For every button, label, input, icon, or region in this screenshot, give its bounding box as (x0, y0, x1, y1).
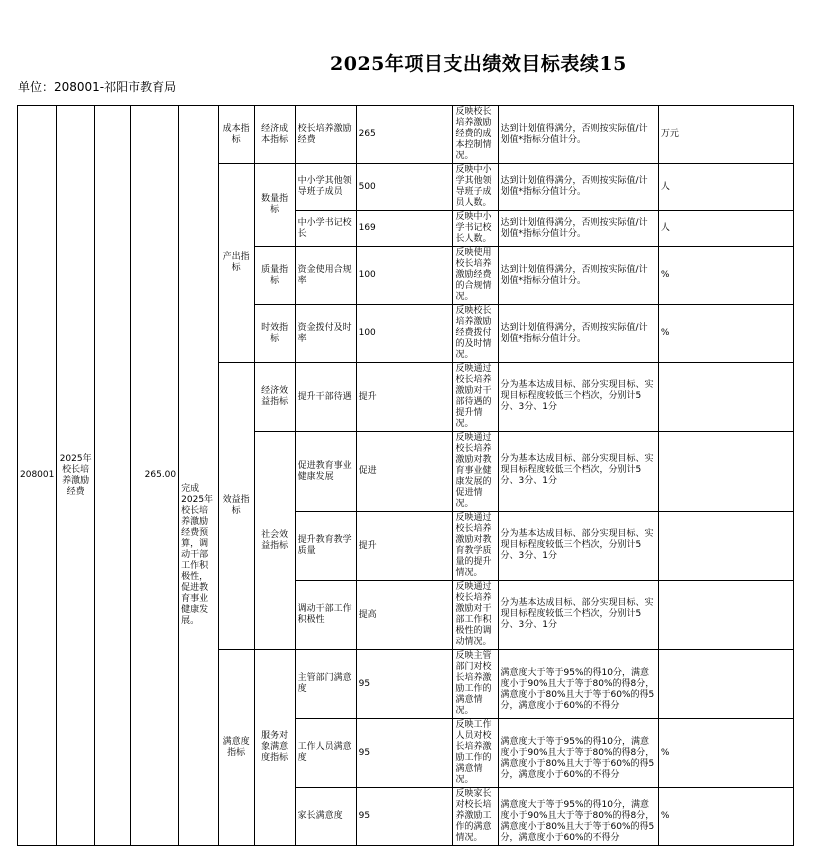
indicator-level3: 提升教育教学质量 (295, 512, 356, 581)
indicator-value: 265 (356, 106, 453, 164)
project-code: 208001 (18, 106, 57, 846)
rule-text: 分为基本达成目标、部分实现目标、实现目标程度较低三个档次，分别计5分、3分、1分 (500, 528, 654, 561)
indicator-desc: 反映使用校长培养激励经费的合规情况。 (453, 247, 498, 305)
indicator-value: 95 (356, 788, 453, 846)
indicator-desc: 反映中小学其他领导班子成员人数。 (453, 164, 498, 211)
indicator-rule (498, 650, 658, 719)
indicator-rule: 达到计划值得满分，否则按实际值/计划值*指标分值计分。 (498, 305, 658, 363)
indicator-value: 提高 (356, 581, 453, 650)
indicator-level2: 经济成本指标 (254, 106, 295, 164)
indicator-level2: 服务对象满意度指标 (254, 650, 295, 846)
indicator-level3: 促进教育事业健康发展 (295, 432, 356, 512)
rule-text: 满意度大于等于95%的得10分，满意度小于90%且大于等于80%的得8分，满意度小于80%且大于等于60%的得5分，满意度小于60%的不得分 (500, 667, 655, 711)
indicator-level3: 校长培养激励经费 (295, 106, 356, 164)
indicator-desc: 反映主管部门对校长培养激励工作的满意情况。 (453, 650, 498, 719)
project-amount: 265.00 (130, 106, 178, 846)
indicator-desc: 反映校长培养激励经费的成本控制情况。 (453, 106, 498, 164)
indicator-rule (498, 788, 658, 846)
indicator-level3: 资金拨付及时率 (295, 305, 356, 363)
indicator-level3: 调动干部工作积极性 (295, 581, 356, 650)
indicator-desc: 反映家长对校长培养激励工作的满意情况。 (453, 788, 498, 846)
rule-text: 分为基本达成目标、部分实现目标、实现目标程度较低三个档次，分别计5分、3分、1分 (500, 597, 654, 630)
indicator-value: 169 (356, 211, 453, 247)
indicator-level3: 主管部门满意度 (295, 650, 356, 719)
indicator-level2: 经济效益指标 (254, 363, 295, 432)
indicator-level1: 满意度指标 (218, 650, 254, 846)
indicator-level2: 时效指标 (254, 305, 295, 363)
indicator-level3: 工作人员满意度 (295, 719, 356, 788)
indicator-rule: 达到计划值得满分，否则按实际值/计划值*指标分值计分。 (498, 164, 658, 211)
indicator-rule (498, 432, 658, 512)
indicator-rule (498, 512, 658, 581)
indicator-rule: 达到计划值得满分，否则按实际值/计划值*指标分值计分。 (498, 211, 658, 247)
indicator-desc: 反映通过校长培养激励对干部工作积极性的调动情况。 (453, 581, 498, 650)
indicator-rule (498, 581, 658, 650)
indicator-value: 促进 (356, 432, 453, 512)
indicator-level2: 质量指标 (254, 247, 295, 305)
unit-label: 单位：208001-祁阳市教育局 (18, 80, 177, 94)
rule-text: 满意度大于等于95%的得10分，满意度小于90%且大于等于80%的得8分，满意度小于80%且大于等于60%的得5分，满意度小于60%的不得分 (500, 736, 655, 780)
indicator-rule: 达到计划值得满分，否则按实际值/计划值*指标分值计分。 (498, 106, 658, 164)
indicator-value: 提升 (356, 363, 453, 432)
indicator-level3: 中小学书记校长 (295, 211, 356, 247)
indicator-unit: 人 (658, 211, 793, 247)
indicator-level1: 成本指标 (218, 106, 254, 164)
indicator-unit (658, 650, 793, 719)
indicator-level3: 中小学其他领导班子成员 (295, 164, 356, 211)
page-title: 2025年项目支出绩效目标表续15 (330, 53, 627, 75)
indicator-value: 提升 (356, 512, 453, 581)
table-row (18, 106, 816, 164)
indicator-level2: 数量指标 (254, 164, 295, 247)
indicator-unit: % (658, 305, 793, 363)
indicator-level1: 效益指标 (218, 363, 254, 650)
indicator-unit: % (658, 788, 793, 846)
indicator-rule (498, 719, 658, 788)
indicator-desc: 反映中小学书记校长人数。 (453, 211, 498, 247)
indicator-unit (658, 432, 793, 512)
indicator-rule: 达到计划值得满分，否则按实际值/计划值*指标分值计分。 (498, 247, 658, 305)
indicator-value: 500 (356, 164, 453, 211)
indicator-desc: 反映通过校长培养激励对教育事业健康发展的促进情况。 (453, 432, 498, 512)
indicator-unit: 人 (658, 164, 793, 211)
project-name: 2025年校长培养激励经费 (57, 106, 95, 846)
indicator-unit: % (658, 247, 793, 305)
indicator-value: 95 (356, 719, 453, 788)
indicator-rule (498, 363, 658, 432)
indicator-level3: 资金使用合规率 (295, 247, 356, 305)
indicator-value: 95 (356, 650, 453, 719)
performance-table (17, 105, 816, 846)
rule-text: 分为基本达成目标、部分实现目标、实现目标程度较低三个档次，分别计5分、3分、1分 (500, 454, 654, 486)
indicator-level2: 社会效益指标 (254, 432, 295, 650)
indicator-unit (658, 512, 793, 581)
indicator-level1: 产出指标 (218, 164, 254, 363)
rule-text: 满意度大于等于95%的得10分，满意度小于90%且大于等于80%的得8分，满意度小于80%且大于等于60%的得5分，满意度小于60%的不得分 (500, 800, 655, 843)
indicator-value: 100 (356, 305, 453, 363)
indicator-level3: 家长满意度 (295, 788, 356, 846)
indicator-unit (658, 581, 793, 650)
indicator-level3: 提升干部待遇 (295, 363, 356, 432)
empty-cell (94, 106, 130, 846)
indicator-desc: 反映通过校长培养激励对干部待遇的提升情况。 (453, 363, 498, 432)
rule-text: 分为基本达成目标、部分实现目标、实现目标程度较低三个档次，分别计5分、3分、1分 (500, 379, 654, 412)
indicator-desc: 反映工作人员对校长培养激励工作的满意情况。 (453, 719, 498, 788)
indicator-desc: 反映通过校长培养激励对教育教学质量的提升情况。 (453, 512, 498, 581)
indicator-unit: % (658, 719, 793, 788)
indicator-desc: 反映校长培养激励经费拨付的及时情况。 (453, 305, 498, 363)
indicator-value: 100 (356, 247, 453, 305)
project-goal: 完成2025年校长培养激励经费预算，调动干部工作积极性，促进教育事业健康发展。 (179, 106, 219, 846)
indicator-unit (658, 363, 793, 432)
indicator-unit: 万元 (658, 106, 793, 164)
